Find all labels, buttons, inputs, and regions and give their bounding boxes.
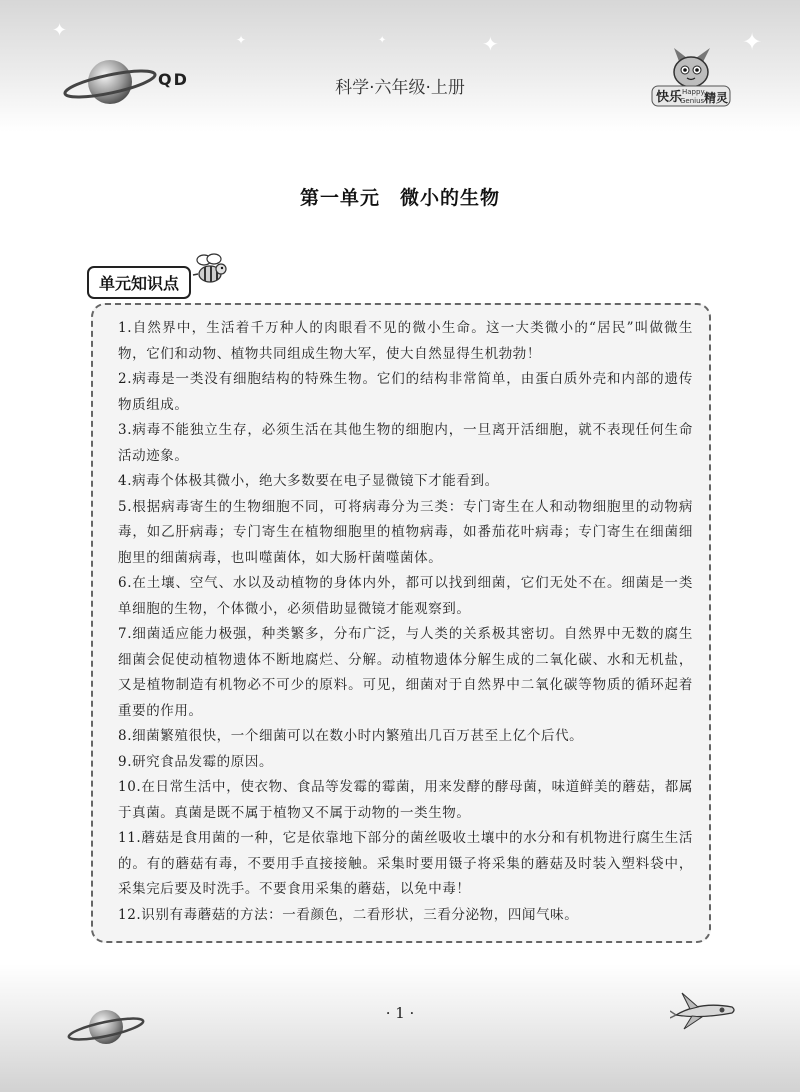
- section-label: 单元知识点: [87, 266, 191, 299]
- knowledge-points-list: [93, 305, 709, 928]
- logo-text-small-top: Happy: [682, 88, 705, 96]
- sparkle-icon: ✦: [742, 28, 763, 56]
- sparkle-icon: ✦: [236, 33, 247, 47]
- logo-text-left: 快乐: [656, 90, 683, 105]
- bee-icon: [190, 250, 230, 290]
- list-item: 7.细菌适应能力极强，种类繁多，分布广泛，与人类的关系极其密切。自然界中无数的腐生细菌会促使动植物遗体不断地腐烂、分解。动植物遗体分解生成的二氧化碳、水和无机盐，又是植物制造有机物必不可少的原料。可见，细菌对于自然界中二氧化碳等物质的循环起着重要的作用。: [118, 626, 693, 719]
- sparkle-icon: ✦: [378, 35, 387, 46]
- unit-title: 第一单元 微小的生物: [299, 187, 500, 209]
- list-item: 9.研究食品发霉的原因。: [118, 753, 274, 770]
- sparkle-icon: ✦: [482, 32, 499, 56]
- list-item: 10.在日常生活中，使衣物、食品等发霉的霉菌，用来发酵的酵母菌，味道鲜美的蘑菇，都属于真菌。真菌是既不属于植物又不属于动物的一类生物。: [118, 779, 693, 821]
- series-mark: QD: [158, 70, 189, 89]
- list-item: 4.病毒个体极其微小，绝大多数要在电子显微镜下才能看到。: [118, 473, 499, 489]
- header-title: 科学·六年级·上册: [335, 78, 465, 98]
- list-item: 3.病毒不能独立生存，必须生活在其他生物的细胞内，一旦离开活细胞，就不表现任何生命活动迹象。: [118, 422, 693, 464]
- space-shuttle-icon: [670, 985, 740, 1035]
- knowledge-points-box: [91, 303, 711, 943]
- list-item: 12.识别有毒蘑菇的方法：一看颜色，二看形状，三看分泌物，四闻气味。: [118, 906, 579, 923]
- list-item: 5.根据病毒寄生的生物细胞不同，可将病毒分为三类：专门寄生在人和动物细胞里的动物病毒，如乙肝病毒；专门寄生在植物细胞里的植物病毒，如番茄花叶病毒；专门寄生在细菌细胞里的细菌病毒，也叫噬菌体，如大肠杆菌噬菌体。: [118, 498, 693, 566]
- page-number: · 1 ·: [385, 1004, 415, 1022]
- list-item: 11.蘑菇是食用菌的一种，它是依靠地下部分的菌丝吸收土壤中的水分和有机物进行腐生生活的。有的蘑菇有毒，不要用手直接接触。采集时要用镊子将采集的蘑菇及时装入塑料袋中，采集完后要及时洗手。不要食用采集的蘑菇，以免中毒！: [118, 830, 693, 897]
- list-item: 6.在土壤、空气、水以及动植物的身体内外，都可以找到细菌，它们无处不在。细菌是一类单细胞的生物，个体微小，必须借助显微镜才能观察到。: [118, 575, 693, 617]
- logo-text-small-bottom: Genius: [680, 97, 705, 105]
- list-item: 2.病毒是一类没有细胞结构的特殊生物。它们的结构非常简单，由蛋白质外壳和内部的遗传物质组成。: [118, 371, 693, 413]
- list-item: 1.自然界中，生活着千万种人的肉眼看不见的微小生命。这一大类微小的“居民”叫做微生物，它们和动物、植物共同组成生物大军，使大自然显得生机勃勃！: [118, 320, 693, 362]
- sparkle-icon: ✦: [52, 20, 68, 41]
- mascot-logo-icon: [650, 46, 732, 110]
- list-item: 8.细菌繁殖很快，一个细菌可以在数小时内繁殖出几百万甚至上亿个后代。: [118, 728, 584, 744]
- logo-text-right: 精灵: [704, 91, 729, 105]
